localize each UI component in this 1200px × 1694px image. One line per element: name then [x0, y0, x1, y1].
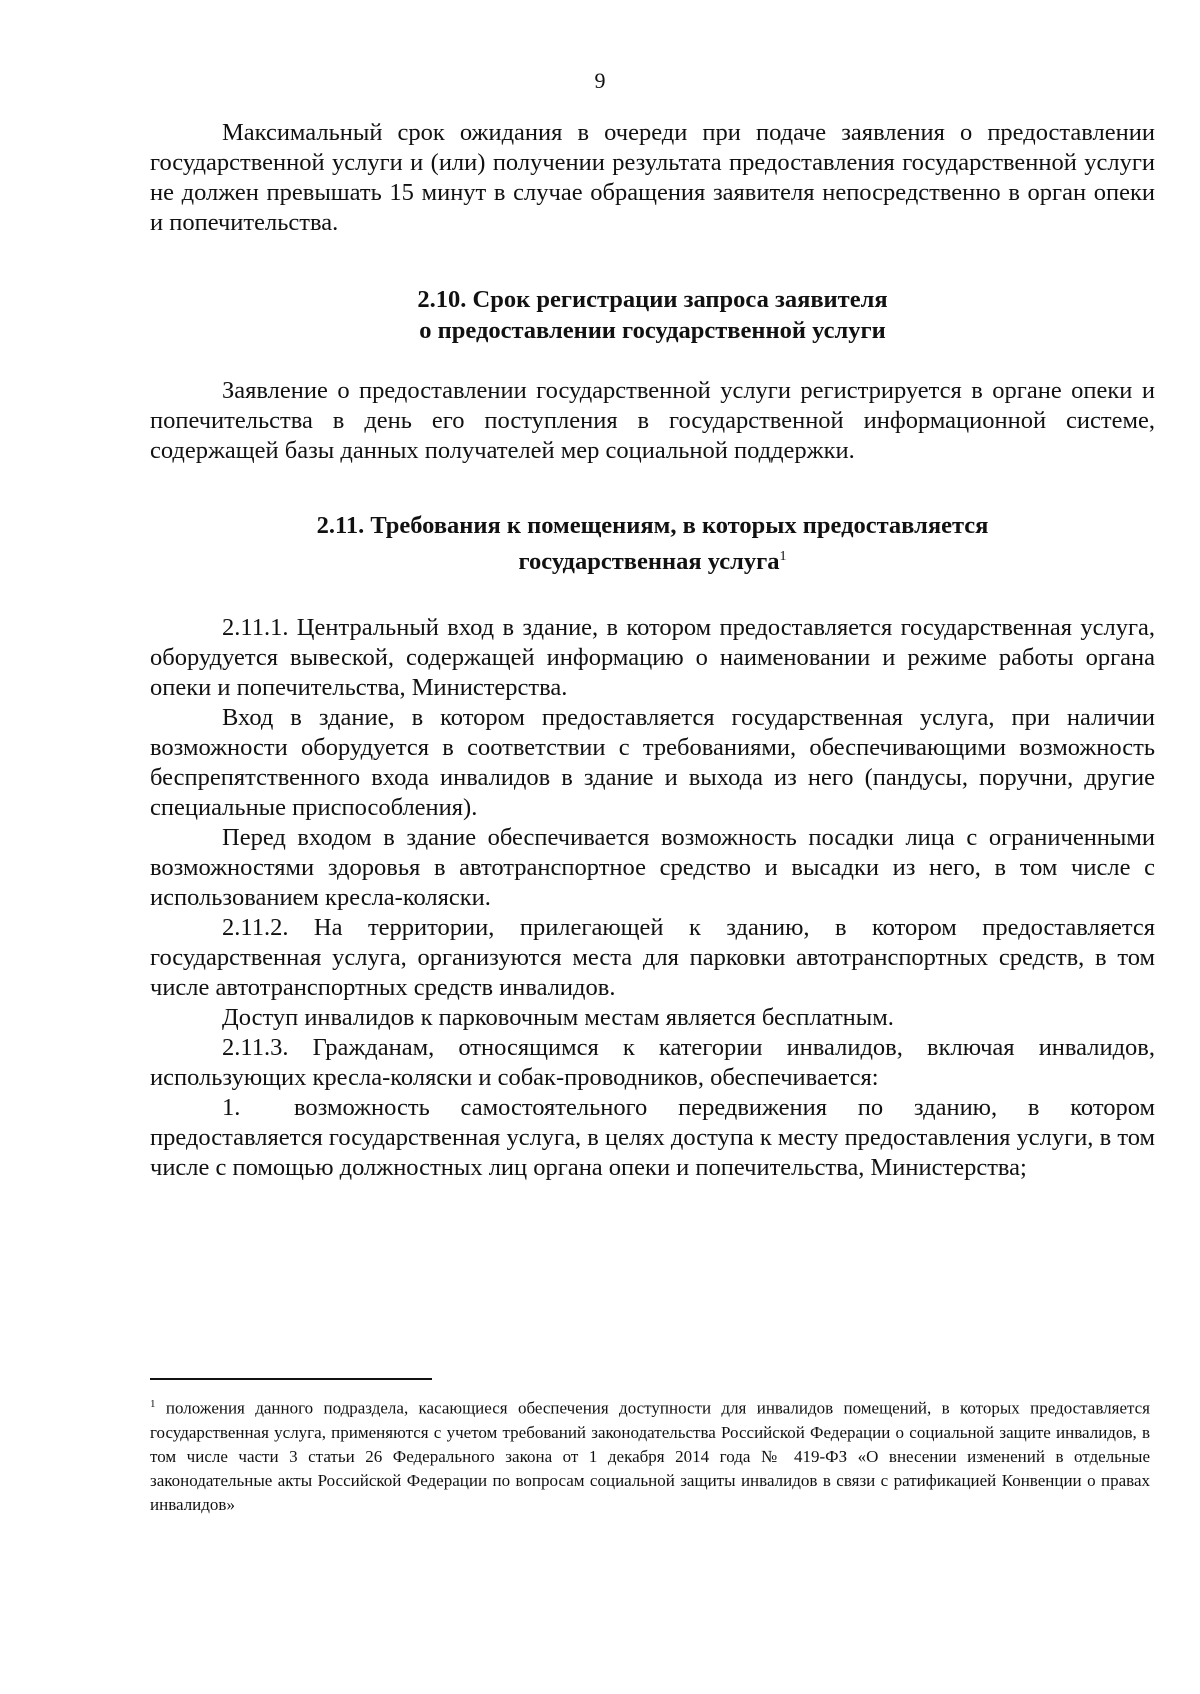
paragraph-boarding: Перед входом в здание обеспечивается возможность посадки лица с ограниченными возможностями здоровья в автотранспортное средство и высадки из него, в том числе с использованием кресла-коляски.	[150, 824, 1155, 912]
list-item-text: возможность самостоятельного передвижения по зданию, в котором предоставляется государственная услуга, в целях доступа к месту предоставления услуги, в том числе с помощью должностных лиц органа опеки и попечительства, Министерства;	[150, 1094, 1155, 1182]
section-2-10-paragraph: Заявление о предоставлении государственной услуги регистрируется в органе опеки и попечительства в день его поступления в государственной информационной системе, содержащей базы данных получателей мер социальной поддержки.	[150, 377, 1155, 464]
paragraph-2-11-2: 2.11.2. На территории, прилегающей к зданию, в котором предоставляется государственная услуга, организуются места для парковки автотранспортных средств, в том числе автотранспортных средств инвалидов.	[150, 914, 1155, 1002]
list-item	[150, 1093, 1155, 1183]
list-item-number: 1.	[222, 1094, 241, 1122]
paragraph-2-11-3: 2.11.3. Гражданам, относящимся к категории инвалидов, включая инвалидов, использующих кресла-коляски и собак-проводников, обеспечивается:	[150, 1034, 1155, 1092]
section-2-11-heading-line1: 2.11. Требования к помещениям, в которых предоставляется	[316, 512, 989, 539]
page-body	[150, 118, 1155, 1183]
page-number: 9	[594, 68, 606, 93]
section-2-10	[150, 284, 1155, 466]
intro-paragraph: Максимальный срок ожидания в очереди при подаче заявления о предоставлении государственной услуги и (или) получении результата предоставления государственной услуги не должен превышать 15 минут в случае обращения заявителя непосредственно в орган опеки и попечительства.	[150, 119, 1155, 236]
footnote-mark: 1	[150, 1398, 156, 1410]
section-2-10-heading-line2: о предоставлении государственной услуги	[419, 317, 886, 344]
footnote-reference-mark: 1	[779, 549, 787, 564]
footnote	[150, 1392, 1150, 1517]
paragraph-entrance: Вход в здание, в котором предоставляется государственная услуга, при наличии возможности оборудуется в соответствии с требованиями, обеспечивающими возможность беспрепятственного входа инвалидов в здание и выхода из него (пандусы, поручни, другие специальные приспособления).	[150, 704, 1155, 822]
section-2-10-heading-line1: 2.10. Срок регистрации запроса заявителя	[417, 286, 888, 313]
paragraph-parking-free: Доступ инвалидов к парковочным местам является бесплатным.	[222, 1004, 894, 1032]
footnote-area	[150, 1378, 1150, 1517]
section-2-11-heading-line2-text: государственная услуга	[518, 548, 780, 576]
section-2-11-heading-line2	[150, 541, 1155, 577]
footnote-text: положения данного подраздела, касающиеся обеспечения доступности для инвалидов помещений, в которых предоставляется государственная услуга, применяются с учетом требований законодательства Российской Федерации о социальной защите инвалидов, в том числе части 3 статьи 26 Федерального закона от 1 декабря 2014 года № 419-ФЗ «О внесении изменений в отдельные законодательные акты Российской Федерации по вопросам социальной защиты инвалидов в связи с ратификацией Конвенции о правах инвалидов»	[150, 1398, 1151, 1514]
section-2-11	[150, 510, 1155, 1183]
footnote-divider	[150, 1378, 432, 1380]
paragraph-2-11-1: 2.11.1. Центральный вход в здание, в котором предоставляется государственная услуга, оборудуется вывеской, содержащей информацию о наименовании и режиме работы органа опеки и попечительства, Министерства.	[150, 614, 1155, 702]
